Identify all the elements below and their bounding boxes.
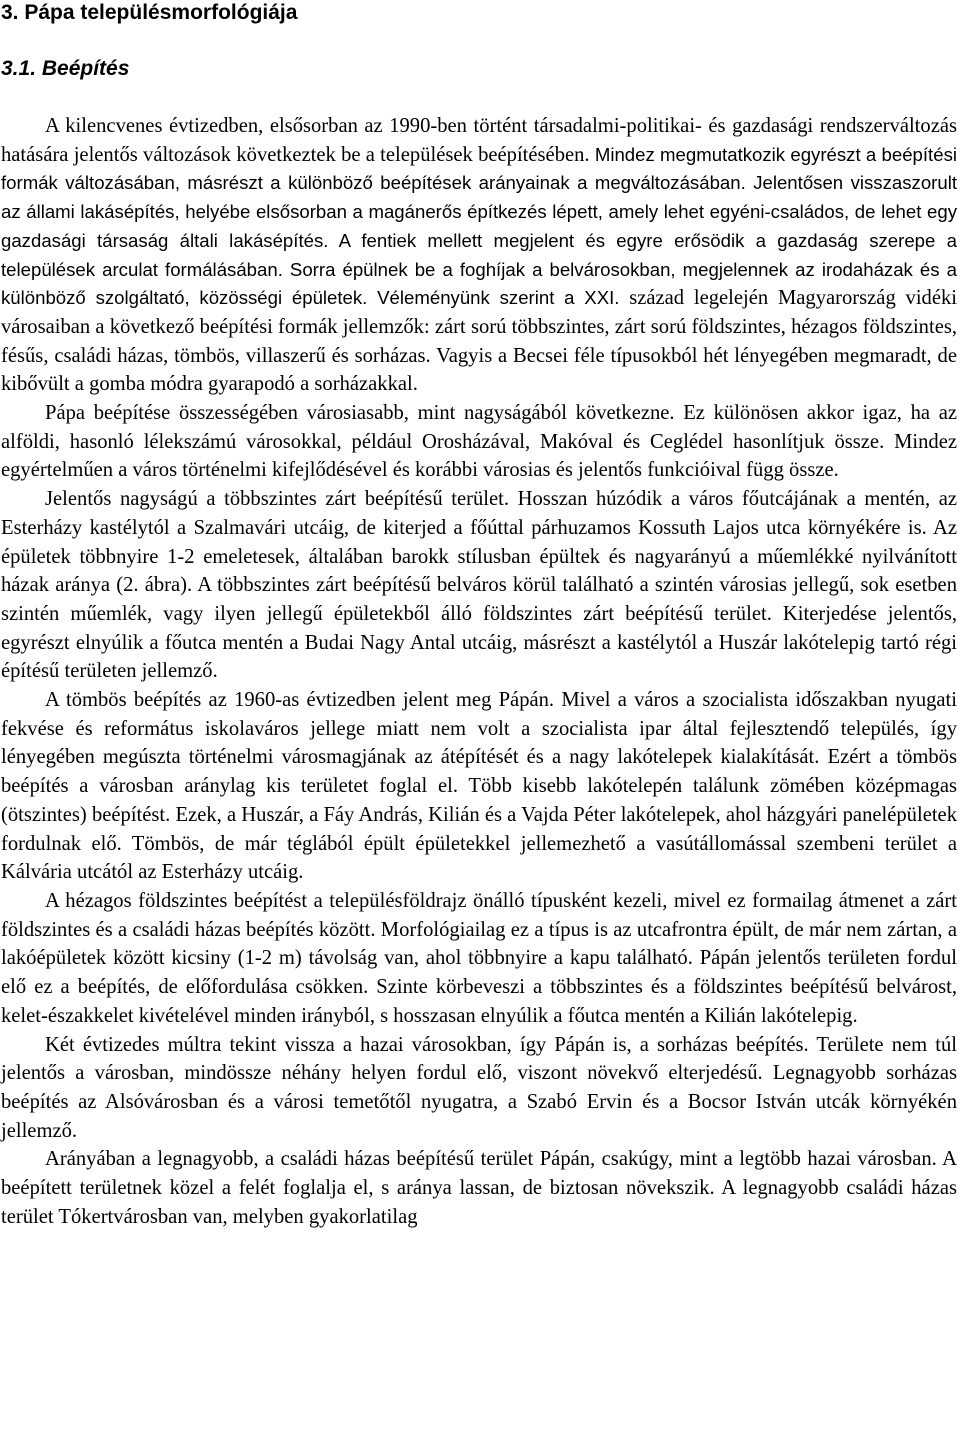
text-segment: A kilencvenes évtizedben, elsősorban az 1990-ben történt társadalmi-politikai- és gazdasági rendszerváltozás hatására jelentős változások következtek be a települések beépítésében. bbox=[1, 115, 957, 166]
chapter-title: 3. Pápa településmorfológiája bbox=[1, 1, 298, 24]
text-segment: A fentiek mellett megjelent és egyre erősödik a gazdaság szerepe a települések arculat formálásában. bbox=[1, 229, 957, 280]
text-segment: A tömbös beépítés az 1960-as évtizedben jelent meg Pápán. Mivel a város a szocialista időszakban nyugati fekvése és református iskolaváros jellege miatt nem volt a szocialista ipar által fejlesztendő település, így lényegében megúszta történelmi városmagjának az átépítését és a nagy lakótelepek kialakítását. Ezért a tömbös beépítés a városban aránylag kis területet foglal el. Több kisebb lakótelepén találunk zömében középmagas (ötszintes) beépítést. Ezek, a Huszár, a Fáy András, Kilián és a Vajda Péter lakótelepek, ahol házgyári panelépületek fordulnak elő. Tömbös, de már téglából épült épületekkel jellemezhető a vasútállomással szembeni terület a Kálvária utcától az Esterházy utcáig. bbox=[1, 689, 957, 884]
text-segment: A hézagos földszintes beépítést a településföldrajz önálló típusként kezeli, mivel ez formailag átmenet a zárt földszintes és a családi házas beépítés között. Morfológiailag ez a típus is az utcafrontra épült, de már nem zártan, a lakóépületek között kicsiny (1-2 m) távolság van, ahol többnyire a kapu található. Pápán jelentős területen fordul elő ez a beépítés, de előfordulása csökken. Szinte körbeveszi a többszintes és a földszintes beépítésű belvárost, kelet-északkelet kivételével minden irányból, s hosszasan elnyúlik a főutca mentén a Kilián lakótelepig. bbox=[1, 889, 957, 1027]
paragraph-2 bbox=[1, 399, 957, 485]
text-segment: Mindez megmutatkozik egyrészt a beépítési formák változásában, másrészt a különböző beépítések arányainak a megváltozásában. bbox=[1, 143, 957, 194]
text-segment: Pápa beépítése összességében városiasabb, mint nagyságából következne. Ez különösen akkor igaz, ha az alföldi, hasonló lélekszámú városokkal, például Orosházával, Makóval és Ceglédel hasonlítjuk össze. Mindez egyértelműen a város történelmi kifejlődésével és korábbi városias és jelentős funkcióival függ össze. bbox=[1, 402, 957, 482]
text-segment: Jelentősen visszaszorult az állami lakásépítés, helyébe elsősorban a magánerős építkezés lépett, amely lehet egyéni-családos, de lehet egy gazdasági társaság általi lakásépítés. bbox=[1, 172, 957, 251]
text-segment: Sorra épülnek be a foghíjak a belvárosokban, megjelennek az irodaházak és a különböző szolgáltató, közösségi épületek. Véleményünk szerint a XXI. bbox=[1, 258, 957, 309]
paragraph-6 bbox=[1, 1031, 957, 1146]
body-text bbox=[1, 112, 957, 1231]
text-segment: Jelentős nagyságú a többszintes zárt beépítésű terület. Hosszan húzódik a város főutcájának a mentén, az Esterházy kastélytól a Szalmavári utcáig, de kiterjed a főúttal párhuzamos Kossuth Lajos utca környékére is. Az épületek többnyire 1-2 emeletesek, általában barokk stílusban épültek és nagyarányú a műemlékké nyilvánított házak aránya (2. ábra). A többszintes zárt beépítésű belváros körül található a szintén városias jellegű, sok esetben szintén műemlék, vagy ilyen jellegű épületekből álló földszintes zárt beépítésű terület. Kiterjedése jelentős, egyrészt elnyúlik a főutca mentén a Budai Nagy Antal utcáig, másrészt a kastélytól a Huszár lakótelepig tartó régi építésű területen jellemző. bbox=[1, 488, 957, 683]
paragraph-4 bbox=[1, 686, 957, 887]
section-title: 3.1. Beépítés bbox=[1, 57, 130, 80]
paragraph-5 bbox=[1, 887, 957, 1031]
paragraph-7 bbox=[1, 1145, 957, 1231]
text-segment: század legelején Magyarország vidéki városaiban a következő beépítési formák jellemzők: zárt sorú többszintes, zárt sorú földszintes, hézagos földszintes, fésűs, családi házas, tömbös, villaszerű és sorházas. Vagyis a Becsei féle típusokból hét lényegében megmaradt, de kibővült a gomba módra gyarapodó a sorházakkal. bbox=[1, 287, 957, 396]
text-segment: Két évtizedes múltra tekint vissza a hazai városokban, így Pápán is, a sorházas beépítés. Területe nem túl jelentős a városban, mindössze néhány helyen fordul elő, viszont növekvő elterjedésű. Legnagyobb sorházas beépítés az Alsóvárosban és a városi temetőtől nyugatra, a Szabó Ervin és a Bocsor István utcák környékén jellemző. bbox=[1, 1033, 957, 1142]
paragraph-3 bbox=[1, 485, 957, 686]
text-segment: Arányában a legnagyobb, a családi házas beépítésű terület Pápán, csakúgy, mint a legtöbb hazai városban. A beépített területnek közel a felét foglalja el, s aránya lassan, de biztosan növekszik. A legnagyobb családi házas terület Tókertvárosban van, melyben gyakorlatilag bbox=[1, 1148, 957, 1228]
paragraph-1 bbox=[1, 112, 957, 399]
